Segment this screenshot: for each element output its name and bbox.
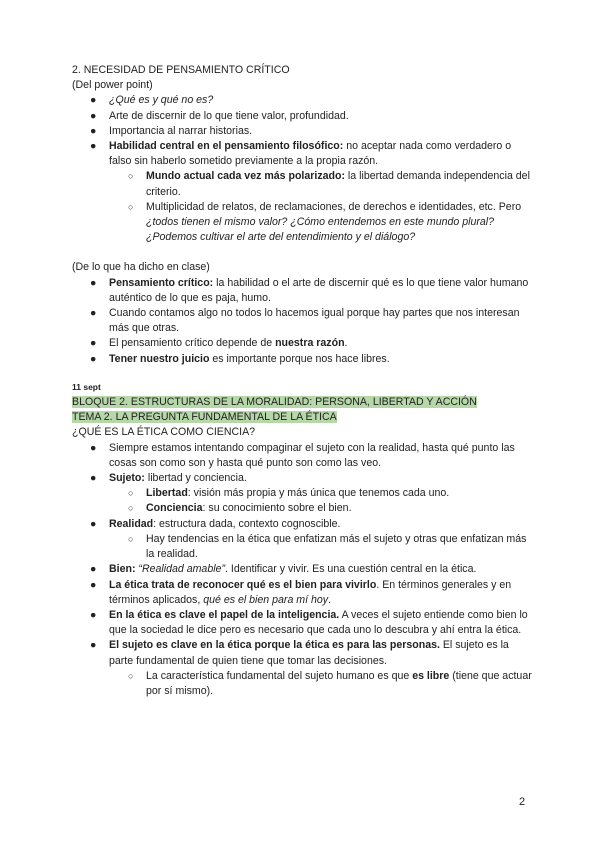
list-item: ● Bien: “Realidad amable”. Identificar y vivir. Es una cuestión central en la ética.: [72, 562, 532, 577]
bullet-list-powerpoint: [72, 93, 532, 245]
list-item: ● ¿Qué es y qué no es?: [72, 93, 532, 108]
list-item: ● Arte de discernir de lo que tiene valor, profundidad.: [72, 109, 532, 124]
hollow-bullet-icon: ○: [128, 201, 134, 212]
source-note-powerpoint: (Del power point): [72, 79, 153, 92]
list-item: ● El sujeto es clave en la ética porque la ética es para las personas. El sujeto es la parte fundamental de quien tiene que tomar las decisiones.: [90, 639, 509, 667]
list-item: ● En la ética es clave el papel de la inteligencia. A veces el sujeto entiende como bien lo que la sociedad le dice pero es necesario que cada uno lo descubra y ahí entra la ética.: [90, 608, 528, 637]
bullet-icon: ●: [90, 140, 97, 153]
bullet-icon: ●: [90, 608, 97, 621]
list-subitem: ○ Hay tendencias en la ética que enfatizan más el sujeto y otras que enfatizan más la realidad.: [128, 532, 527, 561]
bloque-heading: BLOQUE 2. ESTRUCTURAS DE LA MORALIDAD: PERSONA, LIBERTAD Y ACCIÓN: [72, 396, 477, 409]
bullet-icon: ●: [90, 639, 97, 652]
list-item: ● Realidad: estructura dada, contexto cognoscible.: [72, 517, 532, 532]
list-item: ● Habilidad central en el pensamiento filosófico: no aceptar nada como verdadero o falso sin haberlo sometido previamente a la propia razón.: [90, 140, 512, 168]
bullet-icon: ●: [90, 563, 97, 576]
list-subitem: ○ Mundo actual cada vez más polarizado: la libertad demanda independencia del criterio.: [128, 170, 530, 198]
list-item: ● Importancia al narrar historias.: [72, 124, 532, 139]
hollow-bullet-icon: ○: [128, 503, 134, 514]
bullet-icon: ●: [90, 441, 97, 454]
list-subitem: ○ Libertad: visión más propia y más única que tenemos cada uno.: [72, 486, 532, 501]
list-item: ● Tener nuestro juicio es importante porque nos hace libres.: [72, 352, 532, 367]
hollow-bullet-icon: ○: [128, 670, 134, 681]
list-item: ● Siempre estamos intentando compaginar el sujeto con la realidad, hasta qué punto las cosas son como son y hasta qué punto son como las veo.: [90, 441, 515, 469]
bullet-icon: ●: [90, 124, 97, 137]
list-item: ● Pensamiento crítico: la habilidad o el arte de discernir qué es lo que tiene valor humano auténtico de lo que es paja, humo.: [90, 276, 529, 304]
list-subitem: ○ Conciencia: su conocimiento sobre el bien.: [72, 501, 532, 516]
source-note-class: (De lo que ha dicho en clase): [72, 261, 210, 274]
date-label: 11 sept: [72, 381, 101, 392]
bullet-icon: ●: [90, 337, 97, 350]
bullet-icon: ●: [90, 517, 97, 530]
list-item: ● El pensamiento crítico depende de nuestra razón.: [72, 336, 532, 351]
bullet-icon: ●: [90, 276, 97, 289]
hollow-bullet-icon: ○: [128, 533, 134, 544]
bullet-icon: ●: [90, 307, 97, 320]
section-title: 2. NECESIDAD DE PENSAMIENTO CRÍTICO: [72, 64, 290, 76]
list-item: ● Sujeto: libertad y conciencia.: [72, 471, 532, 486]
bullet-icon: ●: [90, 578, 97, 591]
bullet-icon: ●: [90, 352, 97, 365]
question-heading: ¿QUÉ ES LA ÉTICA COMO CIENCIA?: [72, 426, 256, 439]
hollow-bullet-icon: ○: [128, 488, 134, 499]
hollow-bullet-icon: ○: [128, 171, 134, 182]
list-subitem: ○ Multiplicidad de relatos, de reclamaciones, de derechos e identidades, etc. Pero ¿todos tienen el mismo valor? ¿Cómo entendemos en este mundo plural? ¿Podemos cultivar el arte del entendimiento y el diálogo?: [128, 200, 522, 244]
tema-heading: TEMA 2. LA PREGUNTA FUNDAMENTAL DE LA ÉTICA: [72, 411, 337, 424]
document-body: [72, 63, 532, 699]
page-number: 2: [519, 796, 526, 808]
list-item: ● Cuando contamos algo no todos lo hacemos igual porque hay partes que nos interesan más que otras.: [90, 307, 520, 335]
bullet-list-etica: [72, 441, 532, 699]
list-item: ● La ética trata de reconocer qué es el bien para vivirlo. En términos generales y en términos aplicados, qué es el bien para mí hoy.: [90, 578, 512, 606]
bullet-icon: ●: [90, 472, 97, 485]
bullet-list-class: [72, 276, 532, 367]
bullet-icon: ●: [90, 94, 97, 107]
bullet-icon: ●: [90, 109, 97, 122]
list-subitem: ○ La característica fundamental del sujeto humano es que es libre (tiene que actuar por sí mismo).: [128, 669, 532, 697]
